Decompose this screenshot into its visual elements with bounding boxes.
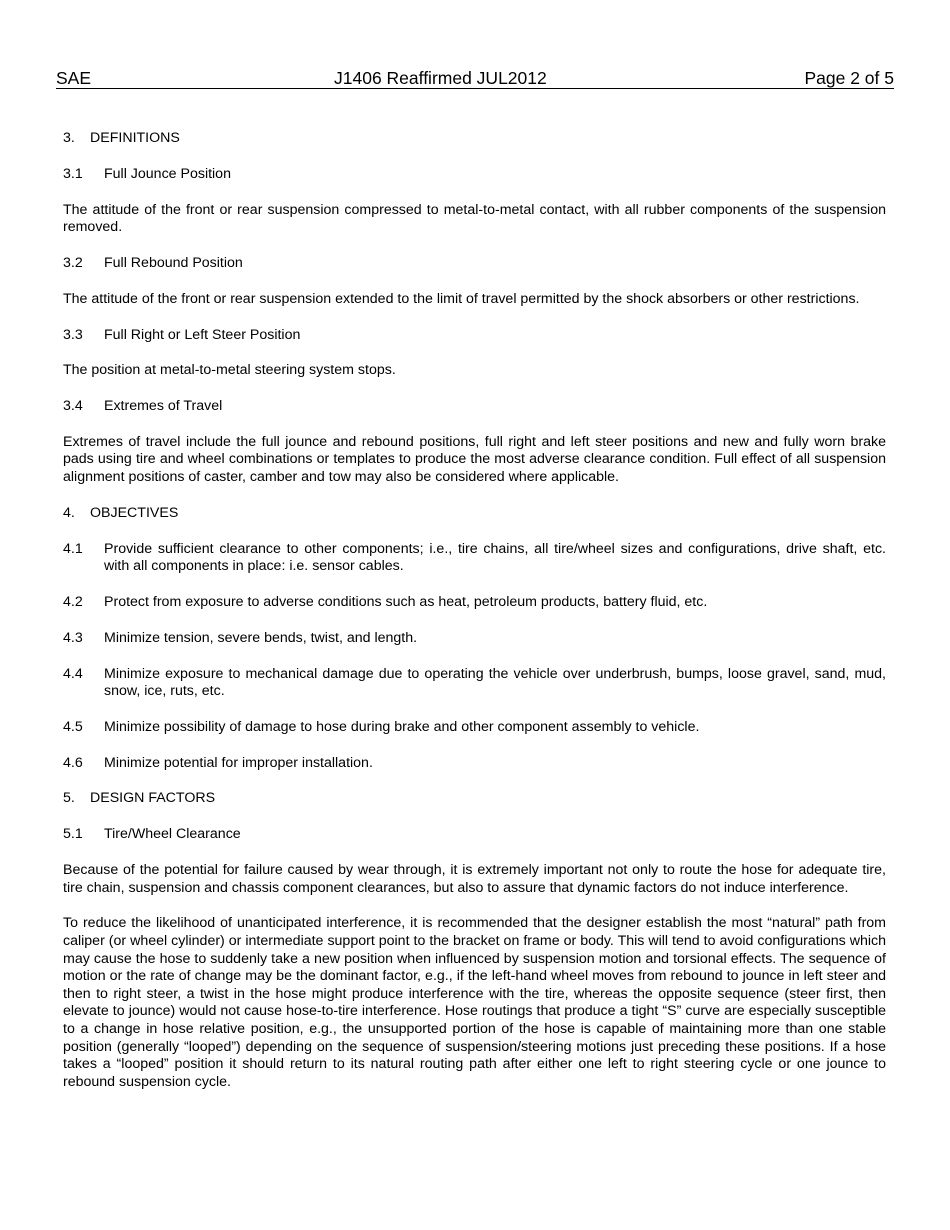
subsection-heading-3-1 [63,166,886,184]
subsection-title: Full Rebound Position [104,254,243,271]
subsection-heading-3-4 [63,398,886,416]
paragraph-3-3: The position at metal-to-metal steering system stops. [63,362,396,379]
list-item-4-3 [63,630,886,648]
list-item-4-6 [63,755,886,773]
item-text: Minimize tension, severe bends, twist, and length. [104,629,418,646]
subsection-number: 3.4 [63,398,83,415]
section-title: OBJECTIVES [90,504,179,521]
header-org: SAE [56,68,92,88]
page-header [56,68,894,89]
list-item-4-1 [63,541,886,576]
section-number: 4. [63,504,75,521]
section-number: 3. [63,130,75,146]
section-heading-objectives [63,505,886,523]
item-number: 4.4 [63,665,83,682]
header-doc-id: J1406 Reaffirmed JUL2012 [334,68,547,88]
subsection-number: 3.2 [63,254,83,271]
item-text: Minimize exposure to mechanical damage due to operating the vehicle over underbrush, bumps, loose gravel, sand, mud, snow, ice, ruts, etc. [104,665,886,700]
paragraph-3-1: The attitude of the front or rear suspension compressed to metal-to-metal contact, with all rubber components of the suspension removed. [63,201,886,236]
paragraph-3-2: The attitude of the front or rear suspension extended to the limit of travel permitted by the shock absorbers or other restrictions. [63,290,860,307]
subsection-title: Tire/Wheel Clearance [104,826,241,843]
item-text: Minimize possibility of damage to hose during brake and other component assembly to vehicle. [104,718,700,735]
item-text: Protect from exposure to adverse conditions such as heat, petroleum products, battery fluid, etc. [104,593,708,610]
subsection-heading-5-1 [63,826,886,844]
list-item-4-4 [63,666,886,701]
paragraph-5-1-a: Because of the potential for failure caused by wear through, it is extremely important not only to route the hose for adequate tire, tire chain, suspension and chassis component clearances, but also to assure that dynamic factors do not induce interference. [63,862,886,896]
header-page-number: Page 2 of 5 [804,68,894,88]
section-title: DEFINITIONS [90,130,180,146]
subsection-number: 5.1 [63,826,83,843]
list-item-4-2 [63,594,886,612]
item-number: 4.5 [63,718,83,735]
paragraph-5-1-b: To reduce the likelihood of unanticipated interference, it is recommended that the designer establish the most “natural” path from caliper (or wheel cylinder) or intermediate support point to the bracket on frame or body. This will tend to avoid configurations which may cause the hose to suddenly take a new position when influenced by suspension motion and torsional effects. The sequence of motion or the rate of change may be the dominant factor, e.g., if the left-hand wheel moves from rebound to jounce in left steer and then to right steer, a twist in the hose might produce interference with the tire, whereas the opposite sequence (steer first, then elevate to jounce) would not cause hose-to-tire interference. Hose routings that produce a tight “S” curve are especially susceptible to a change in hose relative position, e.g., the unsupported portion of the hose is capable of maintaining more than one stable position (generally “looped”) depending on the sequence of suspension/steering motions just preceding these positions. If a hose takes a “looped” position it should return to its natural routing path after either one left to right steering cycle or one jounce to rebound suspension cycle. [63,915,886,1090]
item-number: 4.2 [63,593,83,610]
item-number: 4.3 [63,629,83,646]
subsection-heading-3-2 [63,255,886,273]
list-item-4-5 [63,719,886,737]
section-number: 5. [63,790,75,807]
document-body [63,130,886,1091]
section-heading-design-factors [63,790,886,808]
item-number: 4.1 [63,540,83,557]
section-heading-definitions [63,130,886,148]
subsection-heading-3-3 [63,327,886,345]
subsection-number: 3.3 [63,326,83,343]
subsection-title: Extremes of Travel [104,398,223,415]
subsection-title: Full Right or Left Steer Position [104,326,301,343]
item-number: 4.6 [63,754,83,771]
subsection-title: Full Jounce Position [104,165,231,182]
section-title: DESIGN FACTORS [90,790,216,807]
item-text: Provide sufficient clearance to other components; i.e., tire chains, all tire/wheel sizes and configurations, drive shaft, etc. with all components in place: i.e. sensor cables. [104,540,886,575]
paragraph-3-4: Extremes of travel include the full jounce and rebound positions, full right and left steer positions and new and fully worn brake pads using tire and wheel combinations or templates to produce the most adverse clearance condition. Full effect of all suspension alignment positions of caster, camber and tow may also be considered where applicable. [63,433,886,486]
item-text: Minimize potential for improper installation. [104,754,373,771]
subsection-number: 3.1 [63,165,83,182]
